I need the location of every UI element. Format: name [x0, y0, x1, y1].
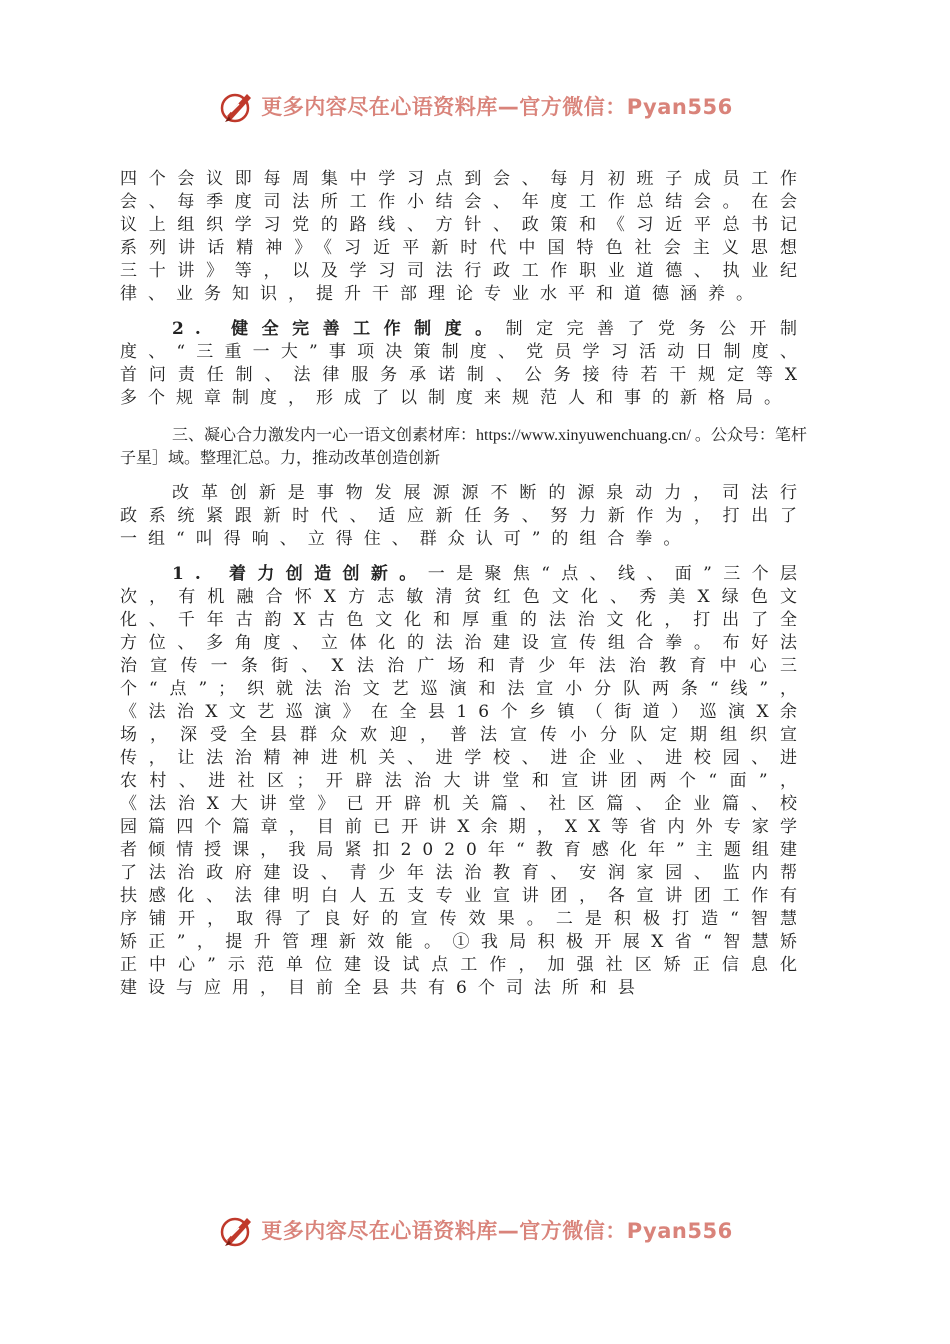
banner-text: 更多内容尽在心语资料库—官方微信：Pyan556	[261, 95, 733, 119]
paragraph-1: 四个会议即每周集中学习点到会、每月初班子成员工作会、每季度司法所工作小结会、年度工作总结会。在会议上组织学习党的路线、方针、政策和《习近平总书记系列讲话精神》《习近平新时代中国特色社会主义思想三十讲》等，以及学习司法行政工作职业道德、执业纪律、业务知识，提升干部理论专业水平和道德涵养。	[120, 169, 808, 304]
paragraph-5	[120, 563, 808, 1000]
paragraph-2	[120, 318, 808, 410]
paragraph-4: 改革创新是事物发展源源不断的源泉动力，司法行政系统紧跟新时代、适应新任务、努力新作为，打出了一组“叫得响、立得住、群众认可”的组合拳。	[120, 483, 808, 549]
header-banner	[0, 84, 950, 128]
paragraph-5-body: 一是聚焦“点、线、面”三个层次，有机融合怀X方志敏清贫红色文化、秀美X绿色文化、千年古韵X古色文化和厚重的法治文化，打出了全方位、多角度、立体化的法治建设宣传组合拳。布好法治宣传一条街、X法治广场和青少年法治教育中心三个“点”；织就法治文艺巡演和法宣小分队两条“线”，《法治X文艺巡演》在全县16个乡镇（街道）巡演X余场，深受全县群众欢迎，普法宣传小分队定期组织宣传，让法治精神进机关、进学校、进企业、进校园、进农村、进社区；开辟法治大讲堂和宣讲团两个“面”，《法治X大讲堂》已开辟机关篇、社区篇、企业篇、校园篇四个篇章，目前已开讲X余期，XX等省内外专家学者倾情授课，我局紧扣2020年“教育感化年”主题组建了法治政府建设、青少年法治教育、安润家园、监内帮扶感化、法律明白人五支专业宣讲团，各宣讲团工作有序铺开，取得了良好的宣传效果。二是积极打造“智慧矫正”，提升管理新效能。①我局积极开展X省“智慧矫正中心”示范单位建设试点工作，加强社区矫正信息化建设与应用，目前全县共有6个司法所和县	[120, 564, 808, 998]
pen-logo-icon	[217, 86, 257, 126]
paragraph-2-body: 制定完善了党务公开制度、“三重一大”事项决策制度、党员学习活动日制度、首问责任制、法律服务承诺制、公务接待若干规定等X多个规章制度，形成了以制度来规范人和事的新格局。	[120, 319, 808, 408]
paragraph-3: 三、凝心合力激发内一心一语文创素材库：https://www.xinyuwenchuang.cn/ 。公众号：笔杆子星］域。整理汇总。力，推动改革创造创新	[120, 427, 807, 467]
paragraph-5-heading: 1. 着力创造创新。	[172, 564, 428, 584]
banner-text: 更多内容尽在心语资料库—官方微信：Pyan556	[261, 1219, 733, 1243]
paragraph-2-heading: 2. 健全完善工作制度。	[172, 319, 506, 339]
footer-banner	[0, 1208, 950, 1252]
document-body	[120, 168, 808, 1000]
pen-logo-icon	[217, 1210, 257, 1250]
